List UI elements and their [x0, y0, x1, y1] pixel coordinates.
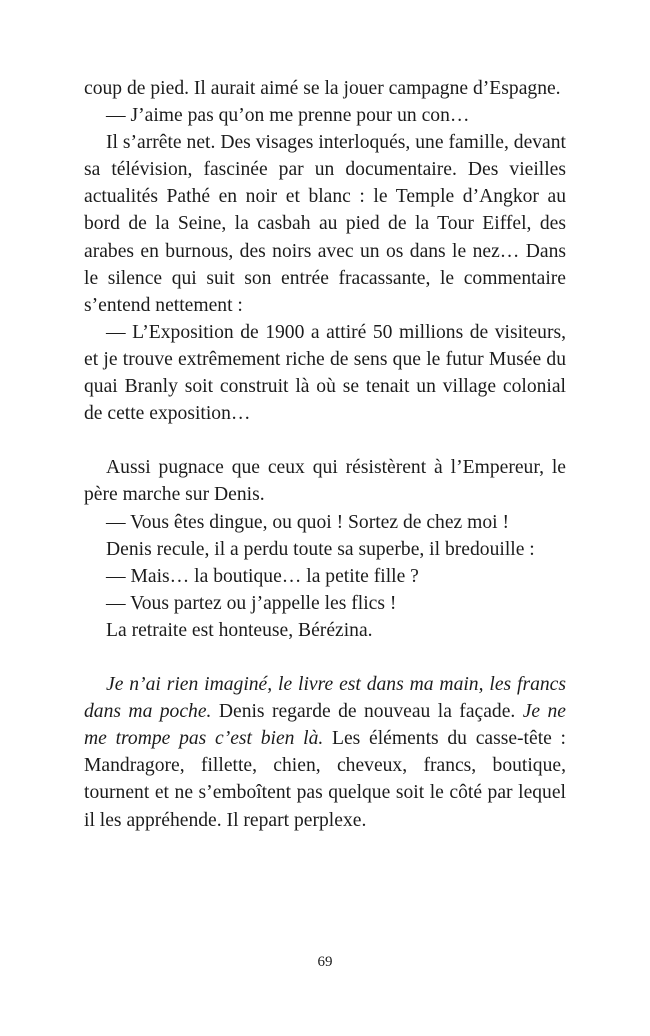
italic-thought: Je ne me trompe pas c’est bien là.: [84, 701, 566, 750]
paragraph: [84, 671, 566, 834]
paragraph-text: Denis regarde de nouveau la façade.: [211, 701, 523, 723]
paragraph: coup de pied. Il aurait aimé se la jouer campagne d’Espagne.: [84, 78, 561, 99]
section-1: [84, 75, 566, 427]
section-break: [84, 427, 566, 454]
paragraph: Il s’arrête net. Des visages interloqués, une famille, devant sa télévision, fascinée par un documentaire. Des vieilles actualités Pathé en noir et blanc : le Temple d’Angkor au bord de la Seine, la casbah au pied de la Tour Eiffel, des arabes en burnous, des noirs avec un os dans le nez… Dans le silence qui suit son entrée fracassante, le commentaire s’entend nettement :: [84, 132, 566, 316]
page-body: [84, 75, 566, 834]
dialogue-line: — L’Exposition de 1900 a attiré 50 millions de visiteurs, et je trouve extrêmement riche de sens que le futur Musée du quai Branly soit construit là où se tenait un village colonial de cette exposition…: [84, 321, 566, 425]
paragraph-text: Les éléments du casse-tête : Mandragore, fillette, chien, cheveux, francs, boutique, tournent et ne s’emboîtent pas quelque soit le côté par lequel il les appréhende. Il repart perplexe.: [84, 728, 566, 831]
section-break: [84, 644, 566, 671]
dialogue-line: — Vous partez ou j’appelle les flics !: [106, 592, 397, 614]
dialogue-line: — Mais… la boutique… la petite fille ?: [106, 565, 419, 587]
dialogue-line: — J’aime pas qu’on me prenne pour un con…: [106, 105, 470, 127]
page-number: 69: [317, 954, 333, 970]
paragraph: La retraite est honteuse, Bérézina.: [106, 619, 373, 641]
dialogue-line: — Vous êtes dingue, ou quoi ! Sortez de chez moi !: [106, 511, 510, 533]
section-2: [84, 454, 566, 644]
italic-thought: Je n’ai rien imaginé, le livre est dans ma main, les francs dans ma poche.: [84, 674, 566, 723]
paragraph: Aussi pugnace que ceux qui résistèrent à l’Empereur, le père marche sur Denis.: [84, 457, 566, 506]
section-3: [84, 671, 566, 834]
paragraph: Denis recule, il a perdu toute sa superbe, il bredouille :: [106, 538, 535, 560]
